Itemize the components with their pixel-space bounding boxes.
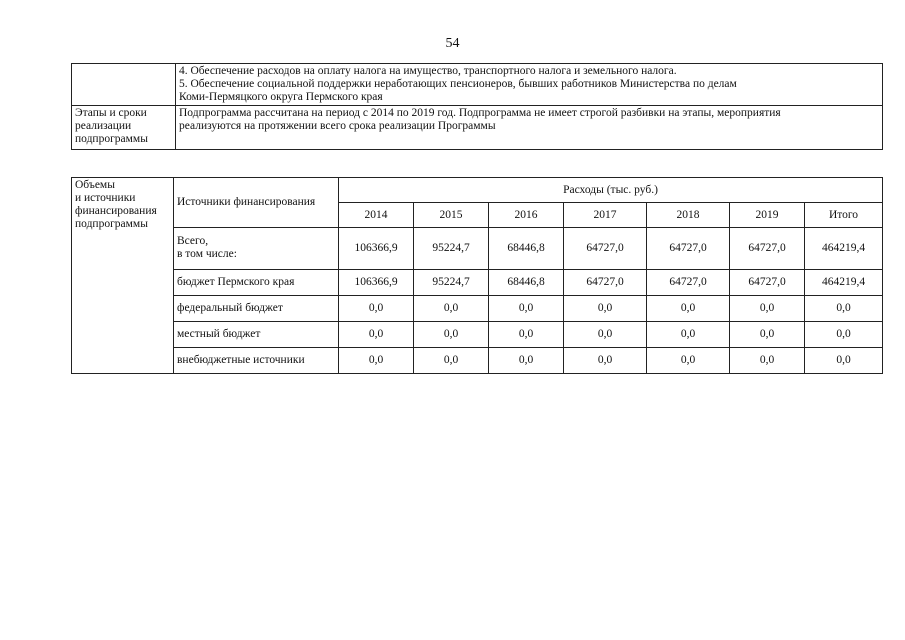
value-cell: 0,0 xyxy=(489,348,564,374)
value-cell: 0,0 xyxy=(805,348,883,374)
table-row xyxy=(72,322,883,348)
table-row xyxy=(72,228,883,270)
value-cell: 0,0 xyxy=(414,322,489,348)
source-federal: федеральный бюджет xyxy=(174,296,339,322)
task-line: Коми-Пермяцкого округа Пермского края xyxy=(179,91,383,103)
subprogram-info-table xyxy=(71,63,883,150)
table-row xyxy=(72,106,883,150)
stages-text: Подпрограмма рассчитана на период с 2014 по 2019 год. Подпрограмма не имеет строгой разбивки на этапы, мероприятия реализуются на протяжении всего срока реализации Программы xyxy=(176,106,883,150)
value-cell: 95224,7 xyxy=(414,228,489,270)
value-cell: 64727,0 xyxy=(730,228,805,270)
year-header: 2016 xyxy=(489,203,564,228)
value-cell: 0,0 xyxy=(489,322,564,348)
value-cell: 464219,4 xyxy=(805,228,883,270)
page-number: 54 xyxy=(445,36,460,51)
sources-header: Источники финансирования xyxy=(174,178,339,228)
task-line: 5. Обеспечение социальной поддержки неработающих пенсионеров, бывших работников Министерства по делам xyxy=(179,78,737,90)
value-cell: 0,0 xyxy=(647,322,730,348)
stages-label: Этапы и сроки реализации подпрограммы xyxy=(72,106,176,150)
total-header: Итого xyxy=(805,203,883,228)
value-cell: 0,0 xyxy=(414,348,489,374)
year-header: 2018 xyxy=(647,203,730,228)
value-cell: 64727,0 xyxy=(564,228,647,270)
year-header: 2019 xyxy=(730,203,805,228)
source-extrabudgetary: внебюджетные источники xyxy=(174,348,339,374)
year-header: 2017 xyxy=(564,203,647,228)
value-cell: 0,0 xyxy=(730,322,805,348)
value-cell: 64727,0 xyxy=(647,228,730,270)
source-total: Всего, в том числе: xyxy=(174,228,339,270)
source-local: местный бюджет xyxy=(174,322,339,348)
table-row xyxy=(72,296,883,322)
value-cell: 68446,8 xyxy=(489,228,564,270)
row-label-empty xyxy=(72,64,176,106)
financing-label: Объемы и источники финансирования подпрограммы xyxy=(72,178,174,374)
value-cell: 0,0 xyxy=(730,296,805,322)
value-cell: 0,0 xyxy=(489,296,564,322)
table-row xyxy=(72,270,883,296)
value-cell: 0,0 xyxy=(805,322,883,348)
financing-table xyxy=(71,177,883,374)
value-cell: 0,0 xyxy=(647,296,730,322)
source-regional: бюджет Пермского края xyxy=(174,270,339,296)
task-line: 4. Обеспечение расходов на оплату налога на имущество, транспортного налога и земельного налога. xyxy=(179,65,677,77)
value-cell: 0,0 xyxy=(647,348,730,374)
year-header: 2014 xyxy=(339,203,414,228)
value-cell: 0,0 xyxy=(339,296,414,322)
value-cell: 64727,0 xyxy=(730,270,805,296)
value-cell: 0,0 xyxy=(564,296,647,322)
value-cell: 464219,4 xyxy=(805,270,883,296)
expenses-header: Расходы (тыс. руб.) xyxy=(339,178,883,203)
value-cell: 68446,8 xyxy=(489,270,564,296)
value-cell: 64727,0 xyxy=(647,270,730,296)
table-row xyxy=(72,348,883,374)
value-cell: 106366,9 xyxy=(339,270,414,296)
value-cell: 0,0 xyxy=(414,296,489,322)
value-cell: 64727,0 xyxy=(564,270,647,296)
value-cell: 0,0 xyxy=(730,348,805,374)
year-header: 2015 xyxy=(414,203,489,228)
value-cell: 0,0 xyxy=(564,348,647,374)
value-cell: 106366,9 xyxy=(339,228,414,270)
value-cell: 0,0 xyxy=(339,348,414,374)
value-cell: 0,0 xyxy=(805,296,883,322)
value-cell: 0,0 xyxy=(339,322,414,348)
value-cell: 95224,7 xyxy=(414,270,489,296)
tasks-cell xyxy=(176,64,883,106)
table-row xyxy=(72,64,883,106)
table-header-row xyxy=(72,178,883,203)
value-cell: 0,0 xyxy=(564,322,647,348)
